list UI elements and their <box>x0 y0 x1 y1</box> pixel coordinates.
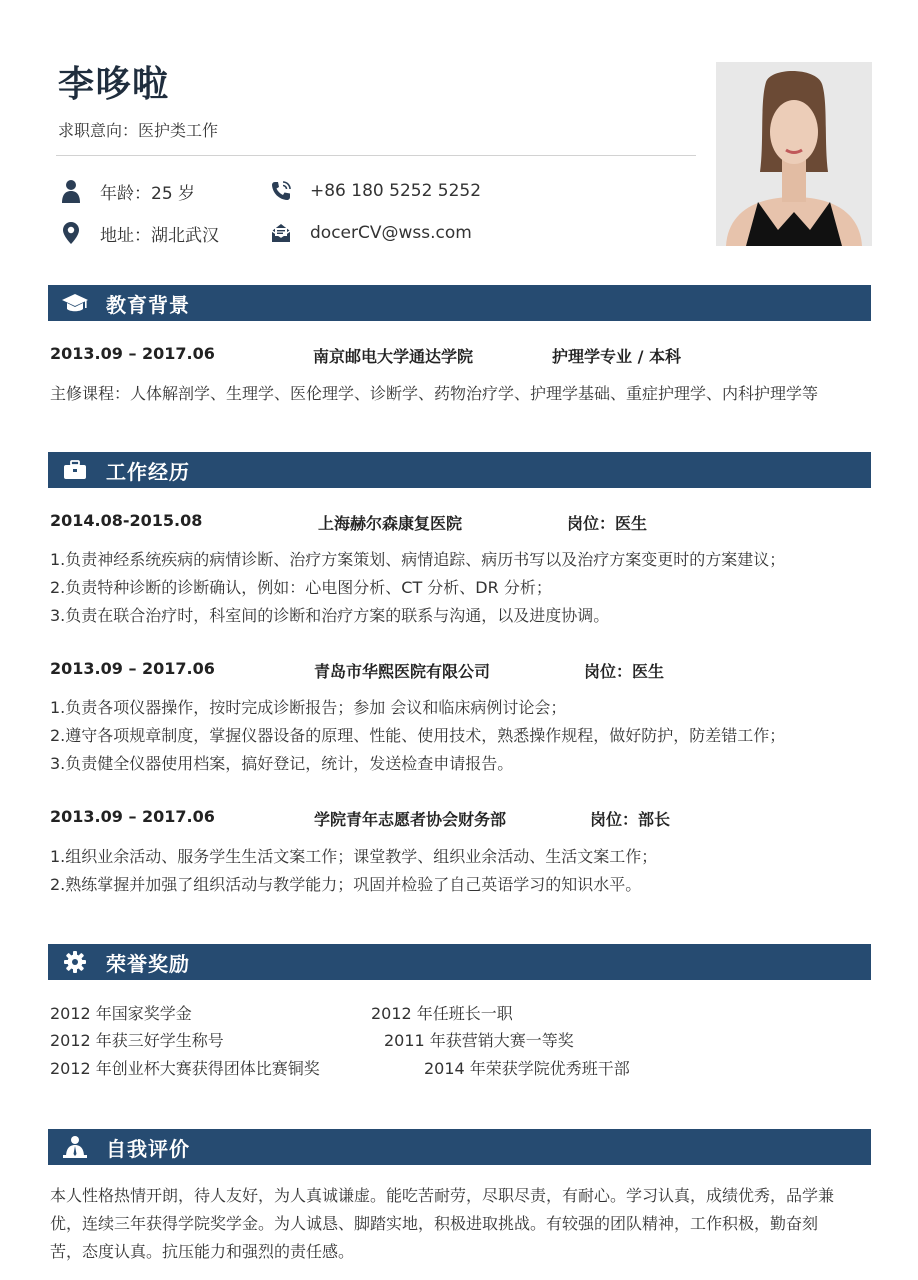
mail-icon <box>268 220 294 246</box>
awards-section-header <box>48 944 871 980</box>
profile-photo <box>716 62 872 246</box>
self-evaluation-text: 本人性格热情开朗，待人友好，为人真诚谦虚。能吃苦耐劳，尽职尽责，有耐心。学习认真，成绩优秀，品学兼优，连续三年获得学院奖学金。为人诚恳、脚踏实地，积极进取挑战。有较强的团队精神，工作积极，勤奋刻苦，态度认真。抗压能力和强烈的责任感。 <box>50 1186 835 1261</box>
job-duty: 1.负责各项仪器操作，按时完成诊断报告；参加 会议和临床病例讨论会； <box>50 698 567 717</box>
award-item: 2012 年获三好学生称号 <box>50 1031 224 1050</box>
award-item: 2012 年创业杯大赛获得团体比赛铜奖 <box>50 1059 320 1078</box>
phone-text: +86 180 5252 5252 <box>310 181 482 201</box>
job-role: 岗位：医生 <box>584 662 665 681</box>
awards-title: 荣誉奖励 <box>106 951 190 976</box>
job-org: 青岛市华熙医院有限公司 <box>314 662 491 681</box>
presenter-icon <box>60 1132 90 1162</box>
job-duty: 3.负责健全仪器使用档案，搞好登记，统计，发送检查申请报告。 <box>50 754 514 773</box>
education-major: 护理学专业 / 本科 <box>552 347 681 366</box>
education-courses: 主修课程：人体解剖学、生理学、医伦理学、诊断学、药物治疗学、护理学基础、重症护理学、内科护理学等 <box>50 384 819 403</box>
award-item: 2014 年荣获学院优秀班干部 <box>424 1059 630 1078</box>
age-item <box>58 178 195 204</box>
work-section-header <box>48 452 871 488</box>
job-intent: 求职意向：医护类工作 <box>58 121 219 140</box>
job-duty: 2.熟练掌握并加强了组织活动与教学能力；巩固并检验了自己英语学习的知识水平。 <box>50 875 642 894</box>
candidate-name: 李哆啦 <box>58 64 170 105</box>
phone-icon <box>268 178 294 204</box>
education-school: 南京邮电大学通达学院 <box>313 347 474 366</box>
job-duty: 1.负责神经系统疾病的病情诊断、治疗方案策划、病情追踪、病历书写以及治疗方案变更时的方案建议； <box>50 550 786 569</box>
location-icon <box>58 220 84 246</box>
address-item <box>58 220 219 246</box>
work-title: 工作经历 <box>106 459 190 484</box>
job-role: 岗位：部长 <box>590 810 671 829</box>
person-icon <box>58 178 84 204</box>
phone-item <box>268 178 481 204</box>
job-period: 2014.08-2015.08 <box>50 511 203 530</box>
award-item: 2011 年获营销大赛一等奖 <box>384 1031 574 1050</box>
graduation-cap-icon <box>60 288 90 318</box>
job-duty: 2.遵守各项规章制度，掌握仪器设备的原理、性能、使用技术，熟悉操作规程，做好防护，防差错工作； <box>50 726 786 745</box>
job-period: 2013.09 – 2017.06 <box>50 807 215 826</box>
job-role: 岗位：医生 <box>567 514 648 533</box>
job-duty: 2.负责特种诊断的诊断确认，例如：心电图分析、CT 分析、DR 分析； <box>50 578 552 597</box>
job-duty: 1.组织业余活动、服务学生生活文案工作；课堂教学、组织业余活动、生活文案工作； <box>50 847 658 866</box>
email-text: docerCV@wss.com <box>310 223 472 243</box>
education-title: 教育背景 <box>106 292 190 317</box>
briefcase-icon <box>60 455 90 485</box>
gear-icon <box>60 947 90 977</box>
job-org: 上海赫尔森康复医院 <box>318 514 463 533</box>
award-item: 2012 年国家奖学金 <box>50 1004 192 1023</box>
address-text: 地址：湖北武汉 <box>100 225 219 246</box>
email-item <box>268 220 472 246</box>
job-duty: 3.负责在联合治疗时，科室间的诊断和治疗方案的联系与沟通，以及进度协调。 <box>50 606 610 625</box>
award-item: 2012 年任班长一职 <box>371 1004 513 1023</box>
education-period: 2013.09 – 2017.06 <box>50 344 215 363</box>
self-title: 自我评价 <box>106 1136 190 1161</box>
header-divider <box>56 155 696 156</box>
job-period: 2013.09 – 2017.06 <box>50 659 215 678</box>
self-section-header <box>48 1129 871 1165</box>
education-section-header <box>48 285 871 321</box>
age-text: 年龄：25 岁 <box>100 183 196 204</box>
job-org: 学院青年志愿者协会财务部 <box>314 810 507 829</box>
